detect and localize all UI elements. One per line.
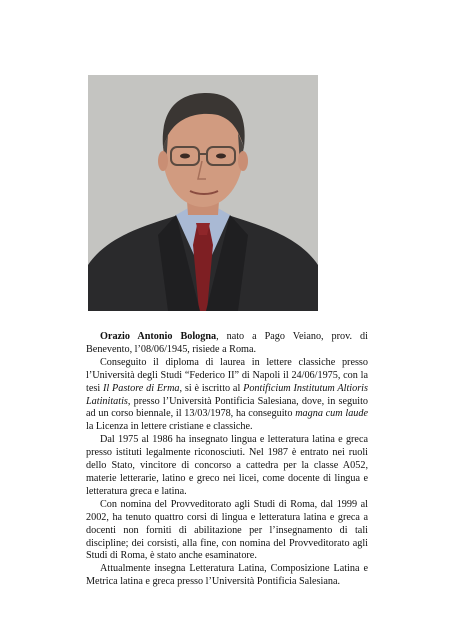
- italic-text: magna cum laude: [295, 408, 368, 420]
- portrait-icon: [88, 75, 318, 311]
- italic-text: Pontificium Institutum Altioris Latinitatis: [86, 382, 368, 407]
- bio-paragraph: [86, 434, 368, 499]
- italic-text: Il Pastore di Erma: [102, 382, 180, 394]
- text-run: Dal 1975 al 1986 ha insegnato lingua e letteratura latina e greca presso istituti legalmente riconosciuti. Nel 1987 è entrato nei ruoli dello Stato, vincitore di concorso a cattedra per la classe A052, materie letterarie, latino e greco nei licei, come docente di lingua e letteratura greca e latina.: [86, 434, 368, 497]
- author-name: Orazio Antonio Bologna: [100, 331, 217, 342]
- portrait-photo: [88, 75, 318, 311]
- text-run: la Licenza in lettere cristiane e classiche.: [86, 421, 253, 433]
- text-run: , nato a Pago Veiano, prov. di Benevento, l’08/06/1945, risiede a Roma.: [86, 331, 368, 355]
- bio-paragraph: [86, 357, 368, 434]
- text-run: Attualmente insegna Letteratura Latina, Composizione Latina e Metrica latina e greca presso l’Università Pontificia Salesiana.: [86, 563, 368, 588]
- bio-paragraph: [86, 331, 368, 357]
- text-run: , presso l’Università Pontificia Salesiana, dove, in seguito ad un corso biennale, il 13/03/1978, ha conseguito: [86, 395, 368, 420]
- text-run: , si è iscritto al: [179, 382, 244, 394]
- text-run: Con nomina del Provveditorato agli Studi di Roma, dal 1999 al 2002, ha tenuto quattro corsi di lingua e letteratura latina e greca a docenti non forniti di abilitazione per l’insegnamento di tali discipline; dei corsisti, alla fine, con nomina del Provveditorato agli Studi di Roma, è stato anche esaminatore.: [86, 498, 368, 562]
- biography-text: [86, 331, 368, 589]
- text-run: Conseguito il diploma di laurea in lettere classiche presso l’Università degli Studi “Federico II” di Napoli il 24/06/1975, con la tesi: [86, 356, 368, 394]
- bio-paragraph: [86, 563, 368, 589]
- bio-paragraph: [86, 499, 368, 564]
